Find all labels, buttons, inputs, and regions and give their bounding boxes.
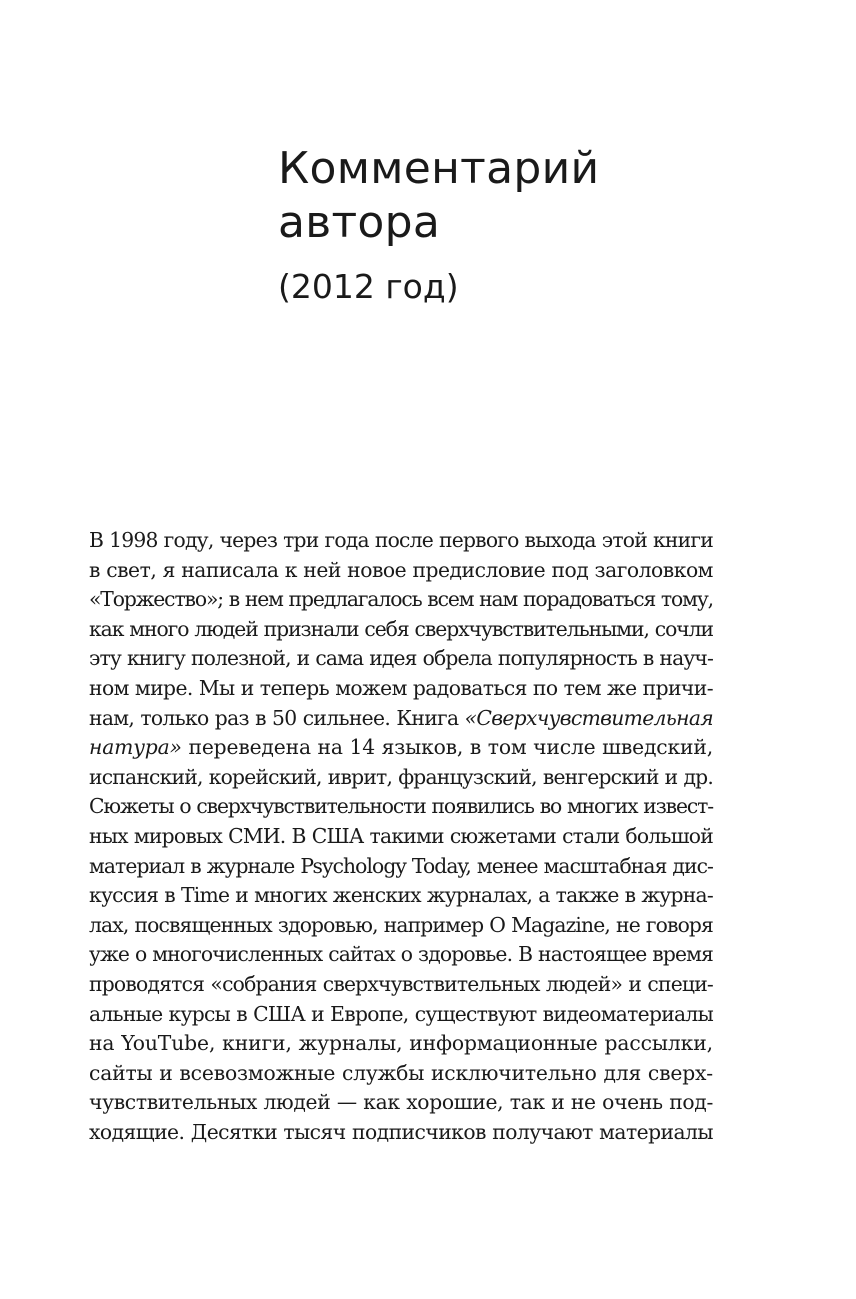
text-line <box>89 733 713 763</box>
text-line: альные курсы в США и Европе, существуют видеоматериалы <box>89 1001 713 1026</box>
text-line: В 1998 году, через три года после первого выхода этой книги <box>89 528 713 552</box>
text-segment: нам, только раз в 50 сильнее. Книга <box>89 705 465 730</box>
text-line: эту книгу полезной, и сама идея обрела популярность в науч- <box>89 646 713 671</box>
text-line: на YouTube, книги, журналы, информационные рассылки, <box>89 1031 713 1056</box>
text-line: в свет, я написала к ней новое предисловие под заголовком <box>89 557 713 582</box>
text-line: ных мировых СМИ. В США такими сюжетами стали большой <box>89 823 713 848</box>
text-line <box>89 704 713 734</box>
text-line: как много людей признали себя сверхчувствительными, сочли <box>89 616 713 641</box>
text-line: «Торжество»; в нем предлагалось всем нам порадоваться тому, <box>89 587 713 612</box>
text-line: ном мире. Мы и теперь можем радоваться по тем же причи- <box>89 675 713 700</box>
book-title-italic: натура» <box>89 735 182 760</box>
text-line: ходящие. Десятки тысяч подписчиков получают материалы <box>89 1119 713 1144</box>
text-line: материал в журнале Psychology Today, менее масштабная дис- <box>89 853 713 878</box>
chapter-subtitle: (2012 год) <box>278 267 459 306</box>
text-line: сайты и всевозможные службы исключительно для сверх- <box>89 1060 713 1085</box>
text-line: куссия в Time и многих женских журналах, а также в журна- <box>89 883 713 908</box>
chapter-title-line-1: Комментарий <box>278 143 600 194</box>
text-line: чувствительных людей — как хорошие, так и не очень под- <box>89 1090 713 1115</box>
chapter-title-line-2: автора <box>278 197 441 248</box>
text-line: Сюжеты о сверхчувствительности появились во многих извест- <box>89 794 713 819</box>
text-line: проводятся «собрания сверхчувствительных людей» и специ- <box>89 971 713 996</box>
text-line: уже о многочисленных сайтах о здоровье. В настоящее время <box>89 942 713 967</box>
body-paragraph <box>89 526 713 1147</box>
chapter-heading <box>278 142 718 250</box>
text-line: лах, посвященных здоровью, например O Magazine, не говоря <box>89 912 713 937</box>
text-line: испанский, корейский, иврит, французский, венгерский и др. <box>89 764 713 789</box>
book-title-italic: «Сверхчувствительная <box>464 705 713 730</box>
text-segment: переведена на 14 языков, в том числе шведский, <box>181 735 713 760</box>
